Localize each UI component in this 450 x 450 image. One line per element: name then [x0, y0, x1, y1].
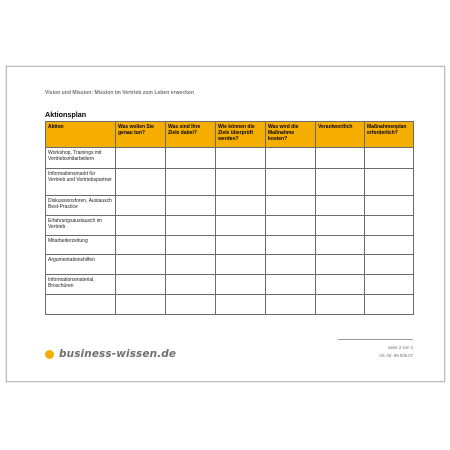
- table-row: [46, 236, 414, 255]
- table-cell[interactable]: [166, 169, 216, 196]
- table-cell[interactable]: [316, 169, 365, 196]
- table-row: [46, 255, 414, 275]
- table-row: [46, 196, 414, 216]
- table-cell[interactable]: [216, 148, 266, 169]
- column-header-aktion: Aktion: [46, 122, 116, 148]
- table-cell[interactable]: [166, 295, 216, 315]
- table-cell[interactable]: [365, 236, 414, 255]
- table-cell[interactable]: [316, 255, 365, 275]
- table-cell[interactable]: [316, 275, 365, 295]
- document-header: Vision und Mission: Mission im Vertrieb zum Leben erwecken: [45, 90, 194, 96]
- table-cell[interactable]: [365, 148, 414, 169]
- column-header-ziele: Was sind Ihre Ziele dabei?: [166, 122, 216, 148]
- brand-logo: [45, 346, 176, 362]
- footer-divider: [338, 339, 413, 340]
- table-cell[interactable]: [216, 295, 266, 315]
- table-cell[interactable]: [166, 275, 216, 295]
- table-cell[interactable]: [116, 216, 166, 236]
- table-cell[interactable]: [365, 295, 414, 315]
- action-cell: Informationsmarkt für Vertrieb und Vertriebspartner: [46, 169, 116, 196]
- brand-name: business-wissen.de: [59, 348, 177, 360]
- table-cell[interactable]: [216, 236, 266, 255]
- table-cell[interactable]: [166, 216, 216, 236]
- column-header-verantwortlich: Verantwortlich: [316, 122, 365, 148]
- table-cell[interactable]: [116, 196, 166, 216]
- table-cell[interactable]: [216, 196, 266, 216]
- action-cell: Mitarbeiterzeitung: [46, 236, 116, 255]
- table-cell[interactable]: [266, 169, 316, 196]
- table-cell[interactable]: [216, 216, 266, 236]
- table-cell[interactable]: [116, 148, 166, 169]
- table-cell[interactable]: [216, 169, 266, 196]
- table-cell[interactable]: [266, 236, 316, 255]
- table-cell[interactable]: [116, 295, 166, 315]
- table-cell[interactable]: [365, 169, 414, 196]
- table-cell[interactable]: [266, 196, 316, 216]
- action-cell: Argumentationshilfen: [46, 255, 116, 275]
- action-cell: Informationsmaterial, Broschüren: [46, 275, 116, 295]
- table-cell[interactable]: [266, 216, 316, 236]
- column-header-kosten: Was wird die Maßnahme kosten?: [266, 122, 316, 148]
- table-cell[interactable]: [365, 275, 414, 295]
- column-header-massnahmenplan: Maßnahmenplan erforderlich?: [365, 122, 414, 148]
- table-cell[interactable]: [266, 255, 316, 275]
- table-row: [46, 169, 414, 196]
- table-cell[interactable]: [316, 196, 365, 216]
- brand-dot-icon: [45, 350, 54, 359]
- table-cell[interactable]: [266, 275, 316, 295]
- table-cell[interactable]: [266, 148, 316, 169]
- action-cell[interactable]: [46, 295, 116, 315]
- table-cell[interactable]: [316, 148, 365, 169]
- table-cell[interactable]: [166, 196, 216, 216]
- table-row: [46, 148, 414, 169]
- table-cell[interactable]: [365, 255, 414, 275]
- article-number: Art.-Nr. 99.006.07: [379, 353, 413, 358]
- table-cell[interactable]: [116, 236, 166, 255]
- table-cell[interactable]: [365, 216, 414, 236]
- table-row: [46, 216, 414, 236]
- table-row: [46, 295, 414, 315]
- table-cell[interactable]: [116, 275, 166, 295]
- table-cell[interactable]: [166, 255, 216, 275]
- table-cell[interactable]: [316, 236, 365, 255]
- table-cell[interactable]: [116, 169, 166, 196]
- action-plan-table: [45, 121, 414, 315]
- table-cell[interactable]: [166, 236, 216, 255]
- action-cell: Erfahrungsaustausch im Vertrieb: [46, 216, 116, 236]
- table-cell[interactable]: [116, 255, 166, 275]
- column-header-was-tun: Was wollen Sie genau tun?: [116, 122, 166, 148]
- table-cell[interactable]: [216, 275, 266, 295]
- action-cell: Workshop, Trainings mit Vertriebsmitarbeitern: [46, 148, 116, 169]
- table-row: [46, 275, 414, 295]
- page-number: Seite 2 von 2: [387, 345, 413, 350]
- action-cell: Diskussionsforen, Austausch Best-Practice: [46, 196, 116, 216]
- table-cell[interactable]: [316, 295, 365, 315]
- table-cell[interactable]: [216, 255, 266, 275]
- column-header-ueberpruefung: Wie können die Ziele überprüft werden?: [216, 122, 266, 148]
- table-cell[interactable]: [365, 196, 414, 216]
- table-cell[interactable]: [166, 148, 216, 169]
- table-cell[interactable]: [316, 216, 365, 236]
- table-cell[interactable]: [266, 295, 316, 315]
- section-title: Aktionsplan: [45, 110, 87, 119]
- table-header-row: [46, 122, 414, 148]
